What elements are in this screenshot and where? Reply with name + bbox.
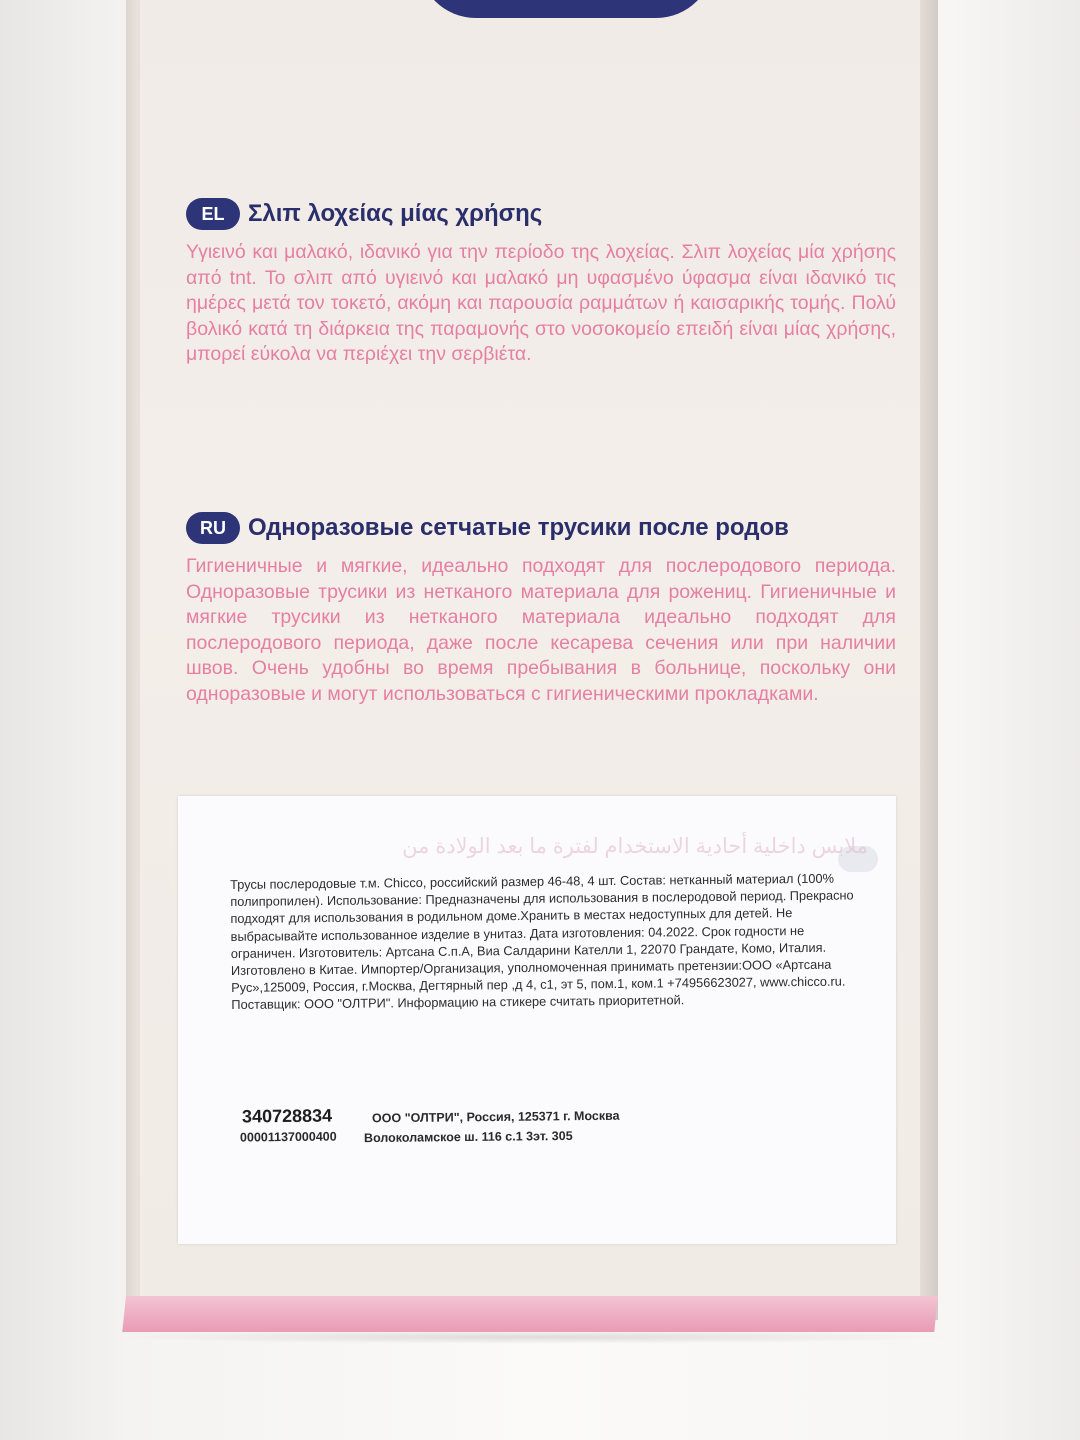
arabic-badge-show-through — [838, 846, 878, 872]
russian-section — [186, 510, 896, 707]
greek-heading — [186, 196, 896, 232]
sticker-product-info: Трусы послеродовые т.м. Chicco, российский размер 46-48, 4 шт. Состав: нетканный материал (100% полипропилен). Использование: Предназначены для использования в послеродовой период. Прекрасно подходят для использования в родильном доме.Хранить в местах недоступных для детей. Не выбрасывайте использованное изделие в унитаз. Дата изготовления: 04.2022. Срок годности не ограничен. Изготовитель: Артсана С.п.А, Виа Салдарини Кателли 1, 22070 Грандате, Комо, Италия. Изготовлено в Китае. Импортер/Организация, уполномоченная принимать претензии:ООО «Артсана Рус»,125009, Россия, г.Москва, Дегтярный пер ,д 4, с1, эт 5, пом.1, ком.1 +74956623027, www.chicco.ru. Поставщик: ООО "ОЛТРИ". Информацию на стикере считать приоритетной. — [230, 870, 854, 1013]
brand-logo-shape — [418, 0, 714, 18]
greek-language-badge: EL — [186, 198, 240, 230]
import-sticker — [178, 796, 896, 1244]
russian-language-badge: RU — [186, 512, 240, 544]
greek-description: Υγιεινό και μαλακό, ιδανικό για την περίοδο της λοχείας. Σλιπ λοχείας μία χρήσης από tnt. Το σλιπ από υγιεινό και μαλακό μη υφασμένο ύφασμα είναι ιδανικό τις ημέρες μετά τον τοκετό, ακόμη και παρουσία ραμμάτων ή καισαρικής τομής. Πολύ βολικό κατά τη διάρκεια της παραμονής στο νοσοκομείο επειδή είναι μίας χρήσης, μπορεί εύκολα να περιέχει την σερβιέτα. — [186, 241, 896, 365]
russian-heading — [186, 510, 896, 546]
greek-title: Σλιπ λοχείας μίας χρήσης — [248, 200, 543, 227]
arabic-show-through-text: ملابس داخلية أحادية الاستخدام لفترة ما بعد الولادة من — [402, 835, 868, 858]
supplier-address-line-2: Волоколамское ш. 116 с.1 3эт. 305 — [363, 1128, 573, 1146]
article-number: 340728834 — [241, 1105, 333, 1127]
greek-section — [186, 196, 896, 368]
barcode-number: 00001137000400 — [239, 1129, 337, 1145]
box-pink-bottom-edge — [122, 1296, 938, 1332]
supplier-address-line-1: ООО "ОЛТРИ", Россия, 125371 г. Москва — [371, 1108, 620, 1126]
russian-description: Гигиеничные и мягкие, идеально подходят для послеродового периода. Одноразовые трусики из нетканого материала для рожениц. Гигиеничные и мягкие трусики из нетканого материала идеально подходят для послеродового периода, даже после кесарева сечения или при наличии швов. Очень удобны во время пребывания в больнице, поскольку они одноразовые и могут использоваться с гигиеническими прокладками. — [186, 555, 896, 705]
box-right-edge — [920, 0, 938, 1320]
box-shadow — [110, 1330, 960, 1344]
russian-title: Одноразовые сетчатые трусики после родов — [248, 514, 789, 541]
